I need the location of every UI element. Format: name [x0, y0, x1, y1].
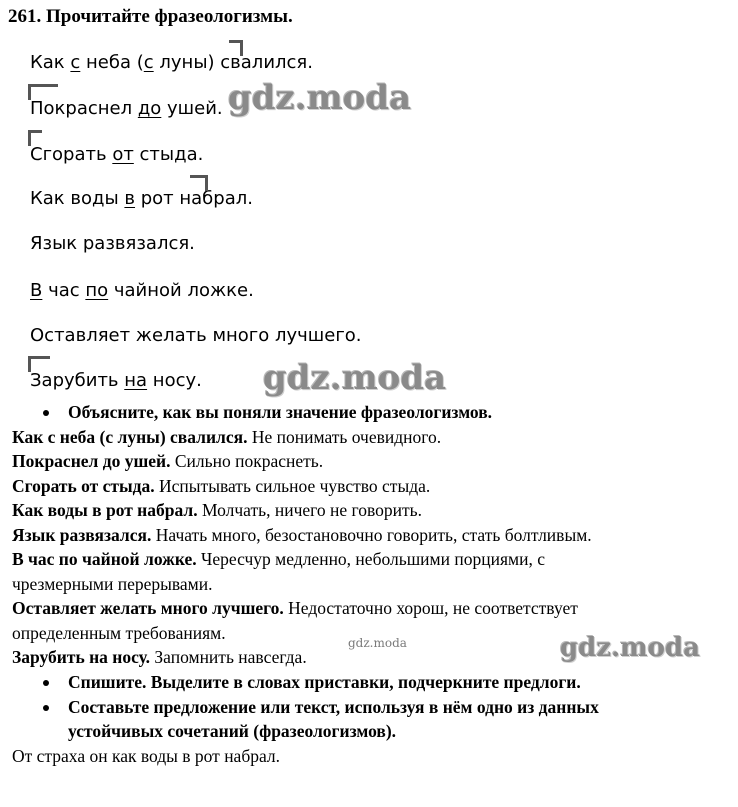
meaning-2: Покраснел до ушей. Сильно покраснеть. [12, 451, 324, 471]
meaning-6: В час по чайной ложке. Чересчур медленно, небольшими порциями, с [12, 549, 545, 569]
watermark: gdz.moda [228, 78, 412, 118]
task-copy: Спишите. Выделите в словах приставки, подчеркните предлоги. [68, 672, 581, 692]
answer-sentence: От страха он как воды в рот набрал. [12, 746, 281, 766]
phrase-7: Оставляет желать много лучшего. [30, 325, 362, 346]
exercise-title: 261. Прочитайте фразеологизмы. [8, 6, 293, 27]
phrase-1: Как с неба (с луны) свалился. [30, 52, 313, 73]
meaning-5: Язык развязался. Начать много, безостановочно говорить, стать болтливым. [12, 525, 592, 545]
bullet-icon [43, 410, 49, 416]
watermark-small: gdz.moda [348, 636, 407, 650]
meaning-7: Оставляет желать много лучшего. Недостаточно хорош, не соответствует [12, 598, 578, 618]
prefix-mark [229, 40, 243, 56]
phrase-2: Покраснел до ушей. [30, 98, 223, 119]
meaning-1: Как с неба (с луны) свалился. Не понимать очевидного. [12, 427, 442, 447]
meaning-8: Зарубить на носу. Запомнить навсегда. [12, 647, 307, 667]
meaning-4: Как воды в рот набрал. Молчать, ничего не говорить. [12, 500, 423, 520]
meaning-3: Сгорать от стыда. Испытывать сильное чувство стыда. [12, 476, 431, 496]
phrase-6: В час по чайной ложке. [30, 280, 254, 301]
meaning-6-cont: чрезмерными перерывами. [12, 574, 213, 594]
prefix-mark [28, 356, 50, 372]
watermark: gdz.moda [560, 633, 701, 663]
phrase-3: Сгорать от стыда. [30, 144, 204, 165]
task-compose-line1: Составьте предложение или текст, используя в нём одно из данных [68, 697, 599, 717]
bullet-icon [43, 705, 49, 711]
prefix-mark [28, 130, 42, 146]
phrase-5: Язык развязался. [30, 233, 195, 254]
meaning-7-cont: определенным требованиям. [12, 623, 226, 643]
watermark: gdz.moda [263, 358, 447, 398]
phrase-4: Как воды в рот набрал. [30, 188, 253, 209]
phrase-8: Зарубить на носу. [30, 370, 202, 391]
prefix-mark [190, 175, 208, 191]
task-explain: Объясните, как вы поняли значение фразеологизмов. [68, 402, 493, 422]
task-compose-line2: устойчивых сочетаний (фразеологизмов). [68, 721, 397, 741]
bullet-icon [43, 680, 49, 686]
prefix-mark [28, 84, 58, 100]
